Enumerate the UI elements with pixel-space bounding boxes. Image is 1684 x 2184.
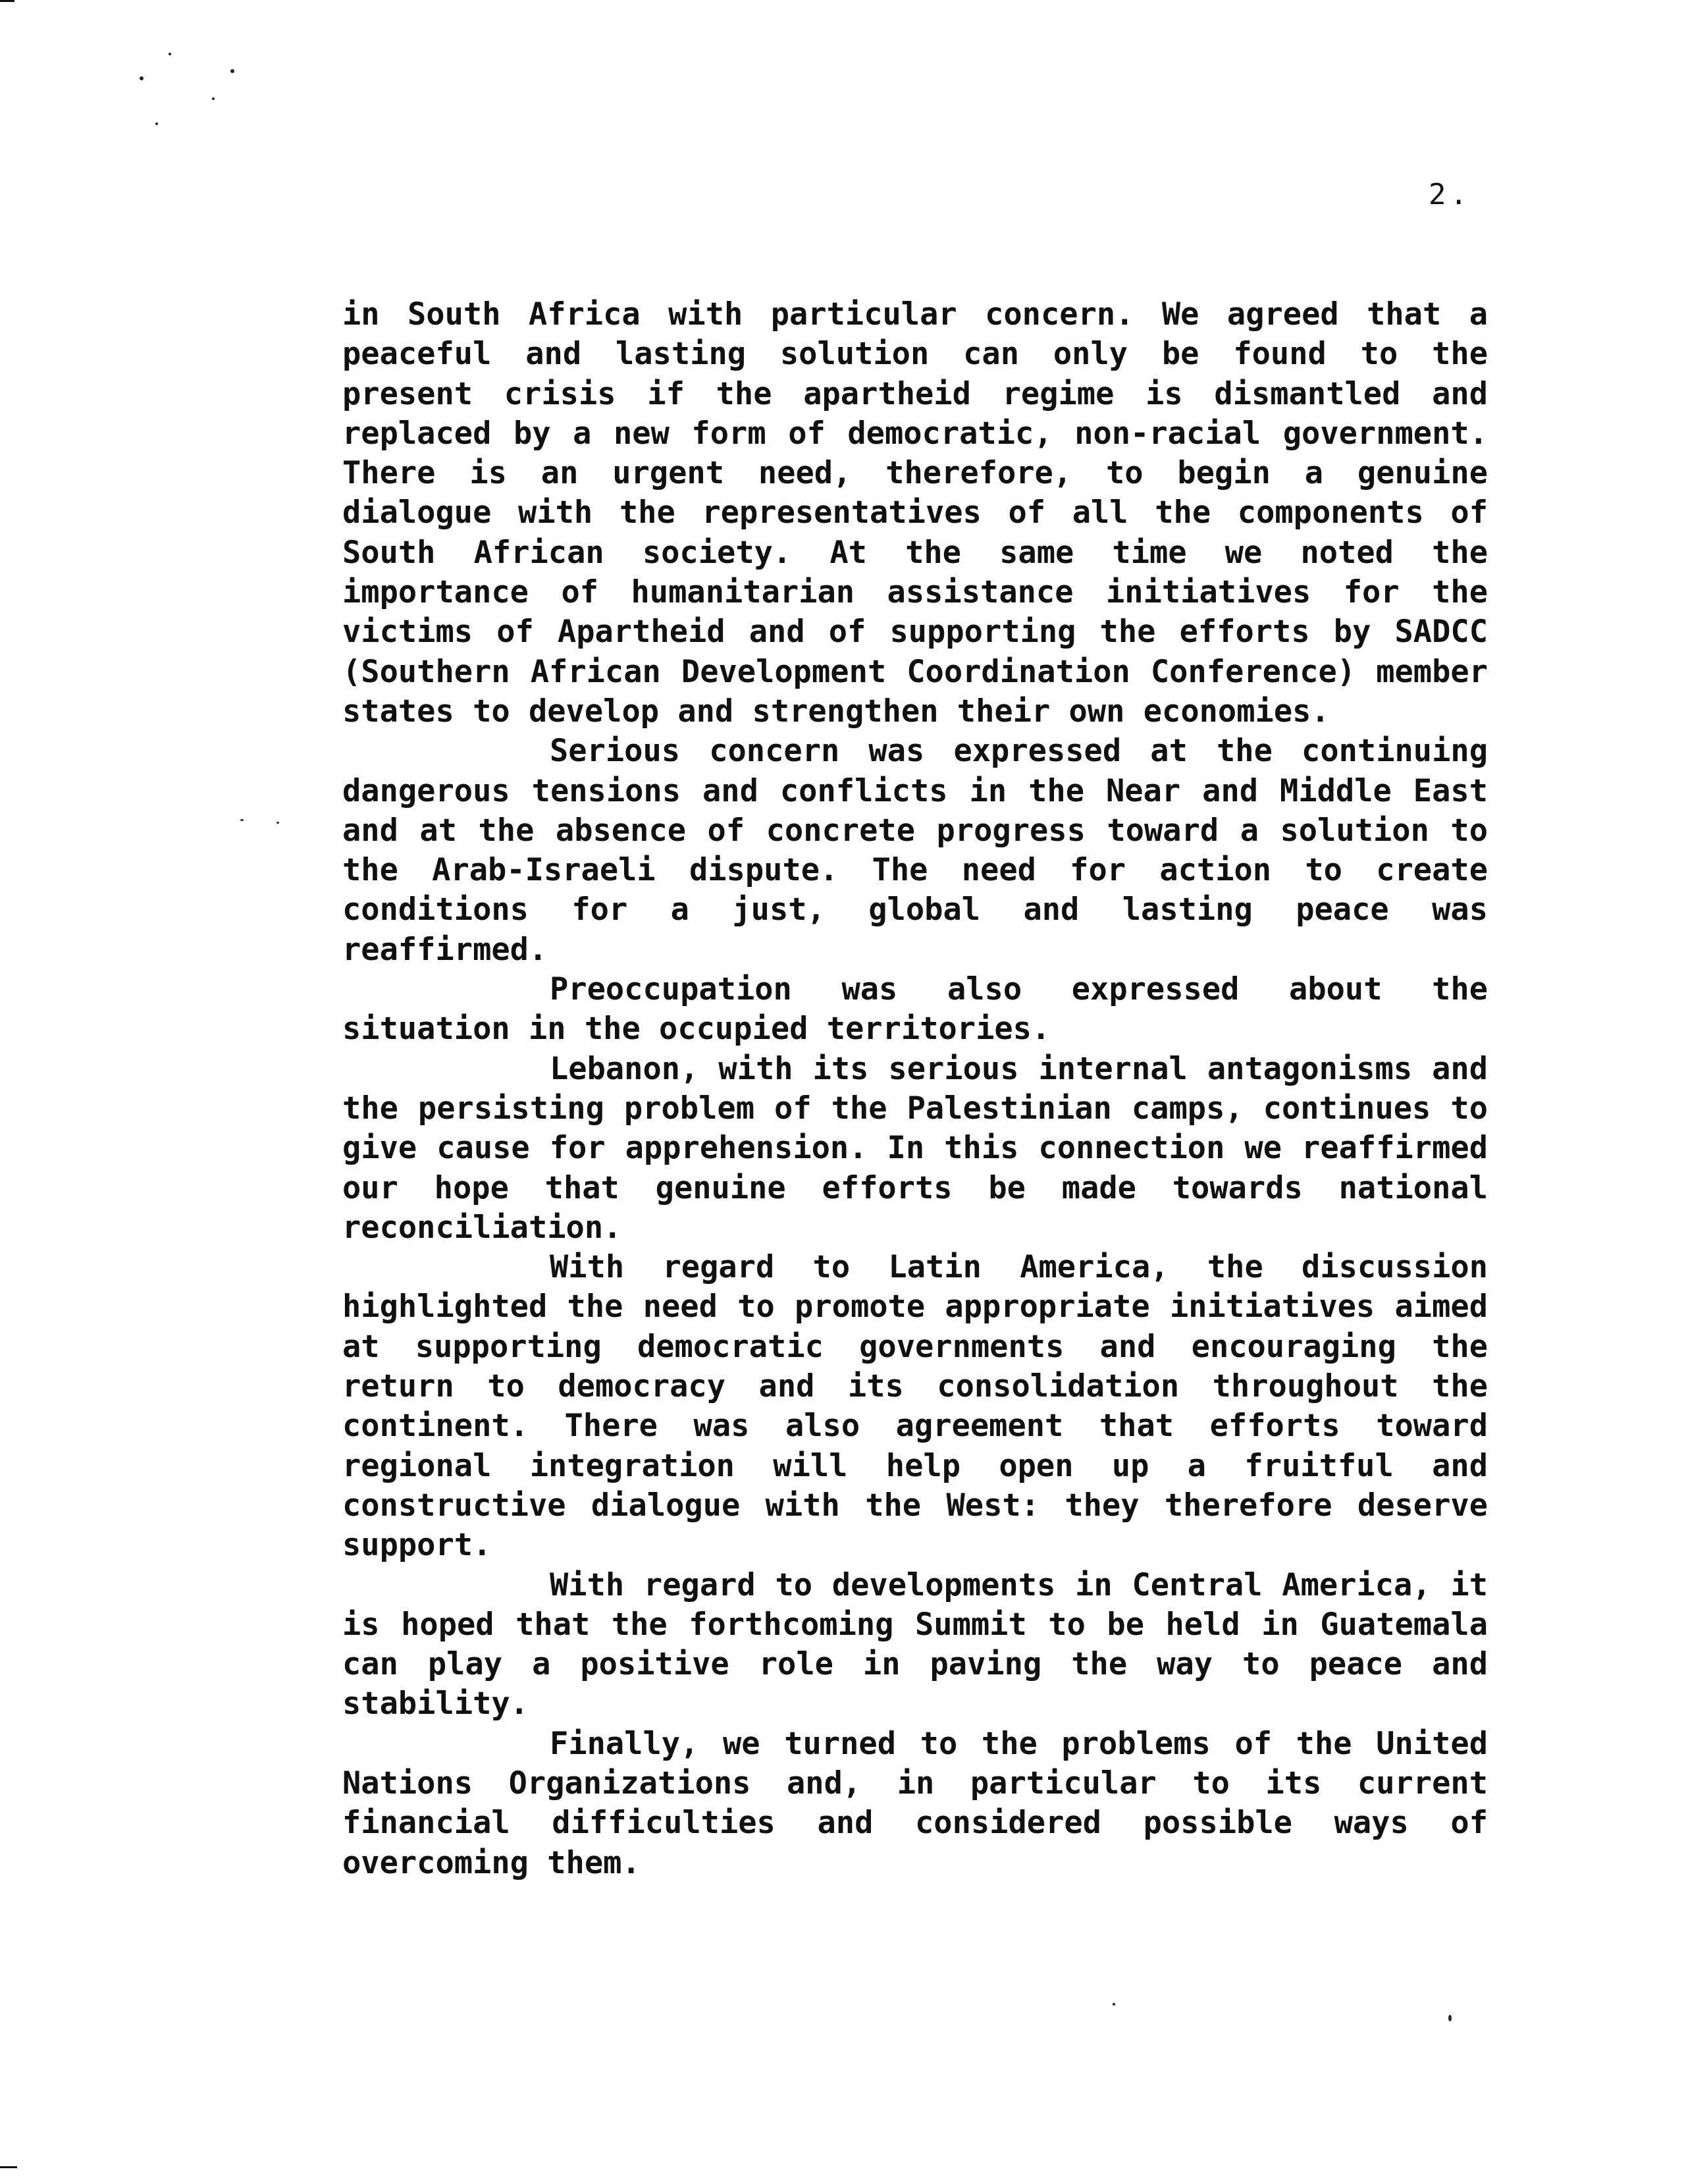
- scan-speck: [276, 822, 279, 824]
- scan-edge-mark-bottom: [0, 2166, 17, 2168]
- page-number: 2.: [1429, 178, 1471, 211]
- scan-speck: [230, 69, 234, 73]
- paragraph-latin-america: With regard to Latin America, the discussion highlighted the need to promote appropriate initiatives aimed at supporting democratic governments and encouraging the return to democracy and its consolidation throughout the continent. There was also agreement that efforts toward regional integration will help open up a fruitful and constructive dialogue with the West: they therefore deserve support.: [342, 1249, 1488, 1564]
- scan-speck: [240, 819, 244, 821]
- scan-speck: [155, 122, 158, 125]
- scan-speck: [1113, 2003, 1115, 2006]
- body-text: [342, 295, 1488, 1883]
- paragraph-united-nations: Finally, we turned to the problems of the United Nations Organizations and, in particular to its current financial difficulties and considered possible ways of overcoming them.: [342, 1725, 1488, 1881]
- paragraph-south-africa: in South Africa with particular concern. We agreed that a peaceful and lasting solution can only be found to the present crisis if the apartheid regime is dismantled and replaced by a new form of democratic, non-racial government. There is an urgent need, therefore, to begin a genuine dialogue with the representatives of all the components of South African society. At the same time we noted the importance of humanitarian assistance initiatives for the victims of Apartheid and of supporting the efforts by SADCC (Southern African Development Coordination Conference) member states to develop and strengthen their own economies.: [342, 296, 1488, 730]
- scan-speck: [1448, 2015, 1452, 2021]
- paragraph-central-america: With regard to developments in Central America, it is hoped that the forthcoming Summit to be held in Guatemala can play a positive role in paving the way to peace and stability.: [342, 1566, 1488, 1722]
- scan-edge-mark-top: [0, 0, 14, 2]
- paragraph-lebanon: Lebanon, with its serious internal antagonisms and the persisting problem of the Palestinian camps, continues to give cause for apprehension. In this connection we reaffirmed our hope that genuine efforts be made towards national reconciliation.: [342, 1050, 1488, 1246]
- scan-speck: [140, 76, 144, 80]
- paragraph-middle-east: Serious concern was expressed at the continuing dangerous tensions and conflicts in the Near and Middle East and at the absence of concrete progress toward a solution to the Arab-Israeli dispute. The need for action to create conditions for a just, global and lasting peace was reaffirmed.: [342, 733, 1488, 968]
- scan-speck: [212, 97, 215, 100]
- paragraph-occupied-territories: Preoccupation was also expressed about the situation in the occupied territories.: [342, 971, 1488, 1048]
- scan-speck: [169, 53, 171, 55]
